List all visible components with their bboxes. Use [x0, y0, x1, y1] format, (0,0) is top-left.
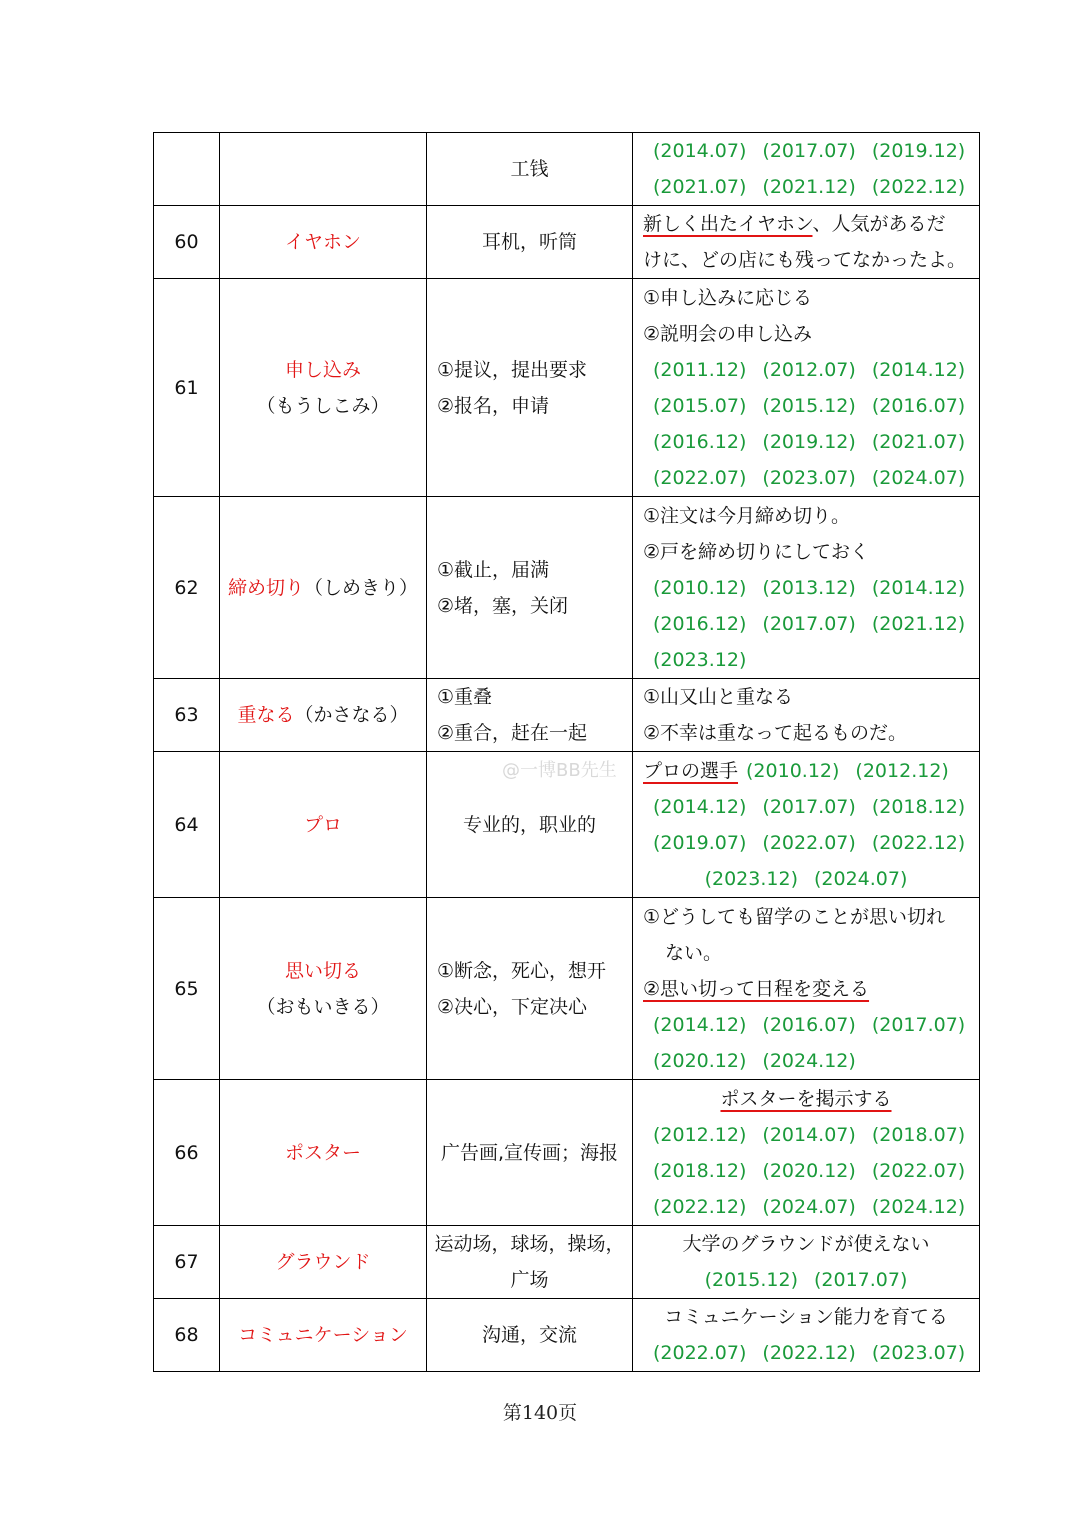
meaning-line: ②堵，塞，关闭	[437, 594, 569, 617]
headword: 重なる	[237, 704, 295, 726]
meaning-line: ①截止，届满	[437, 558, 550, 581]
headword-cell	[220, 752, 427, 898]
table-row	[154, 1226, 980, 1299]
meaning-line: ②重合，赶在一起	[437, 722, 588, 744]
example-cell	[633, 679, 980, 752]
example-cell	[633, 497, 980, 679]
exam-years: (2022.07) (2022.12) (2023.07)	[653, 1342, 966, 1364]
row-number: 63	[154, 679, 220, 752]
row-number: 68	[154, 1299, 220, 1372]
example-highlight: プロの選手	[643, 759, 739, 782]
example-line: ②説明会の申し込み	[643, 322, 813, 345]
table-row	[154, 679, 980, 752]
headword: ポスター	[284, 1141, 361, 1164]
meaning-cell	[427, 279, 633, 497]
headword-cell	[220, 497, 427, 679]
headword-cell	[220, 679, 427, 752]
headword: コミュニケーション	[238, 1324, 408, 1346]
meaning-line: 耳机，听筒	[481, 231, 577, 253]
headword-cell	[220, 133, 427, 206]
table-row	[154, 898, 980, 1080]
meaning-line: ①断念，死心，想开	[437, 959, 607, 982]
headword-reading: （おもいきる）	[256, 995, 390, 1018]
exam-years: (2016.12) (2019.12) (2021.07)	[653, 430, 966, 453]
row-number: 65	[154, 898, 220, 1080]
example-line	[639, 1081, 973, 1117]
meaning-line: 广告画,宣传画；海报	[440, 1141, 619, 1164]
meaning-cell	[427, 1080, 633, 1226]
example-line	[639, 971, 973, 1007]
watermark: @一博BB先生	[502, 760, 617, 781]
row-number: 61	[154, 279, 220, 497]
headword: 締め切り	[227, 576, 304, 599]
example-line	[639, 753, 973, 789]
example-line: ②不幸は重なって起るものだ。	[643, 722, 908, 744]
row-number: 66	[154, 1080, 220, 1226]
table-row	[154, 497, 980, 679]
meaning-line: 广场	[510, 1269, 549, 1291]
example-highlight: 新しく出たイヤホン	[643, 213, 813, 235]
exam-years: (2023.12)	[653, 648, 747, 671]
row-number: 62	[154, 497, 220, 679]
example-cell	[633, 1080, 980, 1226]
meaning-cell	[427, 898, 633, 1080]
exam-years: (2014.12) (2016.07) (2017.07)	[653, 1013, 966, 1036]
example-line: ①注文は今月締め切り。	[643, 504, 851, 527]
headword-cell	[220, 1080, 427, 1226]
row-number: 60	[154, 206, 220, 279]
meaning-line: 工钱	[510, 158, 549, 180]
exam-years: (2016.12) (2017.07) (2021.12)	[653, 612, 966, 635]
exam-years: (2021.07) (2021.12) (2022.12)	[653, 176, 966, 198]
row-number: 64	[154, 752, 220, 898]
headword: 申し込み	[284, 358, 361, 381]
exam-years: (2014.12) (2017.07) (2018.12)	[653, 795, 966, 818]
table-row	[154, 206, 980, 279]
table-row	[154, 1080, 980, 1226]
example-line: ②戸を締め切りにしておく	[643, 540, 870, 563]
example-highlight: ポスターを掲示する	[720, 1087, 892, 1110]
exam-years: (2019.07) (2022.07) (2022.12)	[653, 831, 966, 854]
exam-years: (2020.12) (2024.12)	[653, 1049, 856, 1072]
example-cell	[633, 1226, 980, 1299]
exam-years: (2015.07) (2015.12) (2016.07)	[653, 394, 966, 417]
example-line: けに、どの店にも残ってなかったよ。	[643, 249, 967, 271]
table-row	[154, 133, 980, 206]
exam-years: (2022.07) (2023.07) (2024.07)	[653, 466, 966, 489]
example-line: ない。	[665, 941, 723, 964]
meaning-line: ②报名，申请	[437, 394, 550, 417]
example-cell	[633, 206, 980, 279]
headword-cell	[220, 206, 427, 279]
meaning-cell	[427, 206, 633, 279]
meaning-cell	[427, 1226, 633, 1299]
example-line: ①どうしても留学のことが思い切れ	[643, 905, 946, 928]
headword: プロ	[303, 813, 342, 836]
headword-cell	[220, 1299, 427, 1372]
meaning-cell	[427, 133, 633, 206]
exam-years: (2022.12) (2024.07) (2024.12)	[653, 1195, 966, 1218]
headword-cell	[220, 898, 427, 1080]
exam-years: (2023.12) (2024.07)	[704, 867, 908, 890]
headword: グラウンド	[275, 1251, 371, 1273]
exam-years: (2015.12) (2017.07)	[704, 1269, 908, 1291]
headword-reading: （もうしこみ）	[256, 394, 390, 417]
example-cell	[633, 898, 980, 1080]
example-cell	[633, 752, 980, 898]
row-number	[154, 133, 220, 206]
example-line: 大学のグラウンドが使えない	[682, 1233, 930, 1255]
example-line: 新しく出たイヤホン、人気があるだ	[643, 213, 946, 235]
meaning-line: ①提议，提出要求	[437, 358, 588, 381]
headword-reading: （かさなる）	[294, 704, 409, 726]
row-number: 67	[154, 1226, 220, 1299]
table-row	[154, 279, 980, 497]
headword: 思い切る	[284, 959, 361, 982]
example-cell	[633, 1299, 980, 1372]
headword-reading: （しめきり）	[304, 576, 419, 599]
exam-years: (2010.12) (2013.12) (2014.12)	[653, 576, 966, 599]
meaning-cell	[427, 497, 633, 679]
exam-years: (2011.12) (2012.07) (2014.12)	[653, 358, 966, 381]
meaning-line: ②决心，下定决心	[437, 995, 588, 1018]
page-number: 第140页	[502, 1402, 578, 1424]
vocab-table	[153, 132, 980, 1372]
exam-years: (2014.07) (2017.07) (2019.12)	[653, 140, 966, 162]
headword-cell	[220, 1226, 427, 1299]
example-line: コミュニケーション能力を育てる	[664, 1306, 948, 1328]
meaning-cell	[427, 1299, 633, 1372]
headword: イヤホン	[284, 231, 361, 253]
example-line: ①申し込みに応じる	[643, 286, 813, 309]
meaning-line: 沟通，交流	[481, 1324, 577, 1346]
meaning-line: ①重叠	[437, 686, 493, 708]
meaning-cell	[427, 679, 633, 752]
meaning-line: 运动场，球场，操场，	[434, 1233, 625, 1255]
exam-years: (2010.12) (2012.12)	[746, 759, 949, 782]
example-cell	[633, 133, 980, 206]
headword-cell	[220, 279, 427, 497]
example-highlight: ②思い切って日程を変える	[643, 977, 870, 1000]
example-line: ①山又山と重なる	[643, 686, 794, 708]
meaning-line: 专业的，职业的	[462, 813, 596, 836]
example-cell	[633, 279, 980, 497]
table-row	[154, 1299, 980, 1372]
exam-years: (2012.12) (2014.07) (2018.07)	[653, 1123, 966, 1146]
exam-years: (2018.12) (2020.12) (2022.07)	[653, 1159, 966, 1182]
